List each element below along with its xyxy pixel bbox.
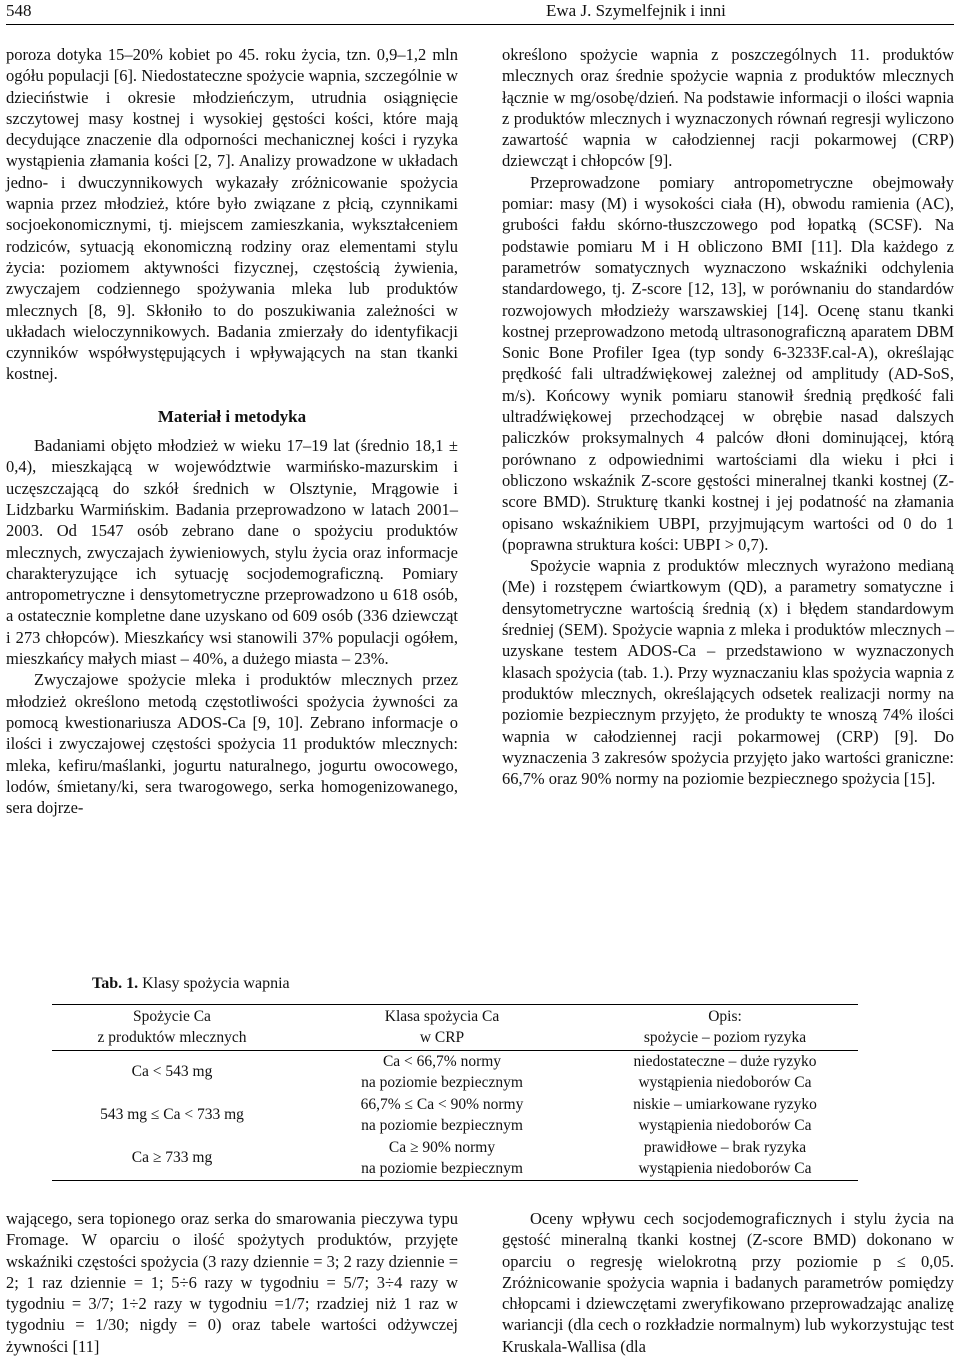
paragraph-methods-1: Badaniami objęto młodzież w wieku 17–19 lat (średnio 18,1 ± 0,4), mieszkającą w województwie warmińsko-mazurskim i uczęszczającą do szkół średnich w Olsztynie, Mrągowie i Lidzbarku Warmińskim. Badania przeprowadzono w latach 2001–2003. Od 1547 osób zebrano dane o spożyciu produktów mlecznych, zwyczajach żywieniowych, stylu życia oraz informacje charakteryzujące ich sytuację socjodemograficzną. Pomiary antropometryczne i densytometryczne przeprowadzono u 618 osób, a ostatecznie kompletne dane uzyskano od 609 osób (336 dziewcząt i 273 chłopców). Mieszkańcy wsi stanowili 37% populacji ogółem, mieszkańcy małych miast – 40%, a dużego miasta – 23%. — [6, 436, 458, 669]
table-cell: Ca < 543 mg — [131, 1063, 213, 1081]
table-cell: 543 mg ≤ Ca < 733 mg — [100, 1106, 244, 1124]
running-header — [6, 0, 954, 25]
table-row — [52, 1051, 858, 1095]
paragraph-anthropometry: Przeprowadzone pomiary antropometryczne obejmowały pomiar: masy (M) i wysokości ciała (H), obwodu ramienia (AC), grubości fałdu skórno-tłuszczowego pod łopatką (SCSF). Na podstawie pomiaru M i H obliczono BMI [11]. Dla każdego z parametrów somatycznych wyznaczono wskaźniki odchylenia standardowego, tj. Z-score [12, 13], w porównaniu do standardów rozwojowych młodzieży warszawskiej [14]. Ocenę stanu tkanki kostnej przeprowadzono metodą ultrasonograficzną aparatem DBM Sonic Bone Profiler Igea (typ sondy 6-3233F.cal-A), określając prędkość fali ultradźwiękowej zależnej od amplitudy (AD-SoS, m/s). Końcowy wynik pomiaru stanowił średnią prędkość fali ultradźwiękowej przechodzącej w obrębie nasad dalszych paliczków proksymalnych 4 palców dłoni dominującej, którą porównano z odpowiednimi wartościami dla wieku i płci i obliczono wskaźnik Z-score gęstości mineralnej tkanki kostnej (Z-score BMD). Strukturę tkanki kostnej i jej podatność na złamania opisano wskaźnikiem UBPI, przyjmującym wartości od 0 do 1 (poprawna struktura kości: UBPI > 0,7). — [502, 172, 954, 554]
right-column-top — [502, 44, 954, 789]
table-header-cell: Spożycie Ca z produktów mlecznych — [52, 1005, 292, 1051]
paragraph-regression: Oceny wpływu cech socjodemograficznych i stylu życia na gęstość mineralną tkanki kostnej (Z-score BMD) dokonano w oparciu o regresję wielokrotną przy poziomie p ≤ 0,05. Zróżnicowanie spożycia wapnia i badanych parametrów pomiędzy chłopcami i dziewczętami zweryfikowano przeprowadzając analizę wariancji (dla cech o rozkładzie normalnym) lub wykorzystując test Kruskala-Wallisa (dla — [502, 1209, 954, 1356]
section-heading: Materiał i metodyka — [157, 406, 307, 426]
running-authors: Ewa J. Szymelfejnik i inni — [546, 1, 726, 20]
table-cell: Ca ≥ 733 mg — [52, 1137, 292, 1181]
table-caption-label: Tab. 1. — [92, 975, 139, 992]
table-cell: Ca < 66,7% normy na poziomie bezpiecznym — [361, 1053, 523, 1091]
paragraph-frequency-index: wającego, sera topionego oraz serka do smarowania pieczywa typu Fromage. W oparciu o ilość spożytych produktów, przyjęte wskaźniki częstości spożycia (3 razy dziennie = 3; 2 razy dziennie = 2; 1 raz dziennie = 1; 5÷6 razy w tygodniu = 5/7; 3÷4 razy w tygodniu = 3/7; 1÷2 razy w tygodniu =1/7; rzadziej niż 1 raz w tygodniu = 1/30; nigdy = 0) oraz tabele wartości odżywczej żywności [11] — [6, 1209, 458, 1356]
paragraph-intro: poroza dotyka 15–20% kobiet po 45. roku życia, tzn. 0,9–1,2 mln ogółu populacji [6]. Niedostateczne spożycie wapnia, szczególnie w dzieciństwie i okresie młodzieńczym, utrudnia osiągnięcie szczytowej masy kostnej i wysokiej gęstości kości, które mają decydujące znaczenie dla odporności mechanicznej kości i ryzyka wystąpienia złamania kości [2, 7]. Analizy prowadzone w układach jedno- i dwuczynnikowych wykazały zróżnicowanie spożycia wapnia przez młodzież, które było związane z płcią, czynnikami socjoekonomicznymi, tj. miejscem zamieszkania, wykształceniem rodziców, sytuacją ekonomiczną rodziny oraz elementami stylu życia: poziomem aktywności fizycznej, częstością żywienia, zwyczajem codziennego spożywania mleka lub produktów mlecznych [8, 9]. Skłoniło to do poszukiwania zależności w układach wieloczynnikowych. Badania zmierzały do identyfikacji czynników współwystępujących i wpływających na stan tkanki kostnej. — [6, 45, 458, 384]
table-cell: niskie – umiarkowane ryzyko wystąpienia niedoborów Ca — [633, 1096, 817, 1134]
table-header-cell: Klasa spożycia Ca w CRP — [292, 1005, 592, 1051]
paragraph-calcium-calc: określono spożycie wapnia z poszczególnych 11. produktów mlecznych oraz średnie spożycie wapnia z produktów mlecznych łącznie w mg/osobę/dzień. Na podstawie informacji o ilości wapnia z produktów mlecznych i wyznaczonych równań regresji wyliczono zawartość wapnia w całodziennej racji pokarmowej (CRP) dziewcząt i chłopców [9]. — [502, 45, 954, 171]
calcium-intake-table — [52, 1004, 858, 1181]
table-header-cell: Opis: spożycie – poziom ryzyka — [592, 1005, 858, 1051]
table-row — [52, 1137, 858, 1181]
left-column-top — [6, 44, 458, 818]
paragraph-methods-2: Zwyczajowe spożycie mleka i produktów mlecznych przez młodzież określono metodą częstotliwości spożycia żywności za pomocą kwestionariusza ADOS-Ca [9, 10]. Zebrano informacje o ilości i zwyczajowej częstości spożycia 11 produktów mlecznych: mleka, kefiru/maślanki, jogurtu naturalnego, jogurtu owocowego, lodów, śmietany/ki, sera twarogowego, serka homogenizowanego, sera dojrze- — [6, 670, 458, 818]
table-cell: 66,7% ≤ Ca < 90% normy na poziomie bezpiecznym — [360, 1096, 524, 1134]
table-caption-text: Klasy spożycia wapnia — [138, 975, 290, 992]
table-caption — [92, 974, 290, 994]
page-number: 548 — [6, 1, 32, 20]
table-row — [52, 1094, 858, 1137]
right-column-bottom — [502, 1208, 954, 1357]
table-cell: Ca ≥ 90% normy na poziomie bezpiecznym — [292, 1137, 592, 1181]
left-column-bottom — [6, 1208, 458, 1357]
table-cell: prawidłowe – brak ryzyka wystąpienia niedoborów Ca — [592, 1137, 858, 1181]
paragraph-statistics: Spożycie wapnia z produktów mlecznych wyrażono medianą (Me) i rozstępem ćwiartkowym (QD), a parametry somatyczne i densytometryczne wartością średnią (x) i błędem standardowym średniej (SEM). Spożycie wapnia z mleka i produktów mlecznych – uzyskane testem ADOS-Ca – przedstawiono w wyznaczonych klasach spożycia (tab. 1.). Przy wyznaczaniu klas spożycia wapnia z produktów mlecznych, określających odsetek realizacji normy na poziomie bezpiecznym przyjęto, że produkty te wnoszą 74% ilości wapnia w całodziennej racji pokarmowej (CRP) [9]. Do wyznaczenia 3 zakresów spożycia przyjęto jako wartości graniczne: 66,7% oraz 90% normy na poziomie bezpiecznego spożycia [15]. — [502, 556, 954, 789]
table-header-row — [52, 1005, 858, 1051]
table-cell: niedostateczne – duże ryzyko wystąpienia niedoborów Ca — [633, 1053, 817, 1091]
